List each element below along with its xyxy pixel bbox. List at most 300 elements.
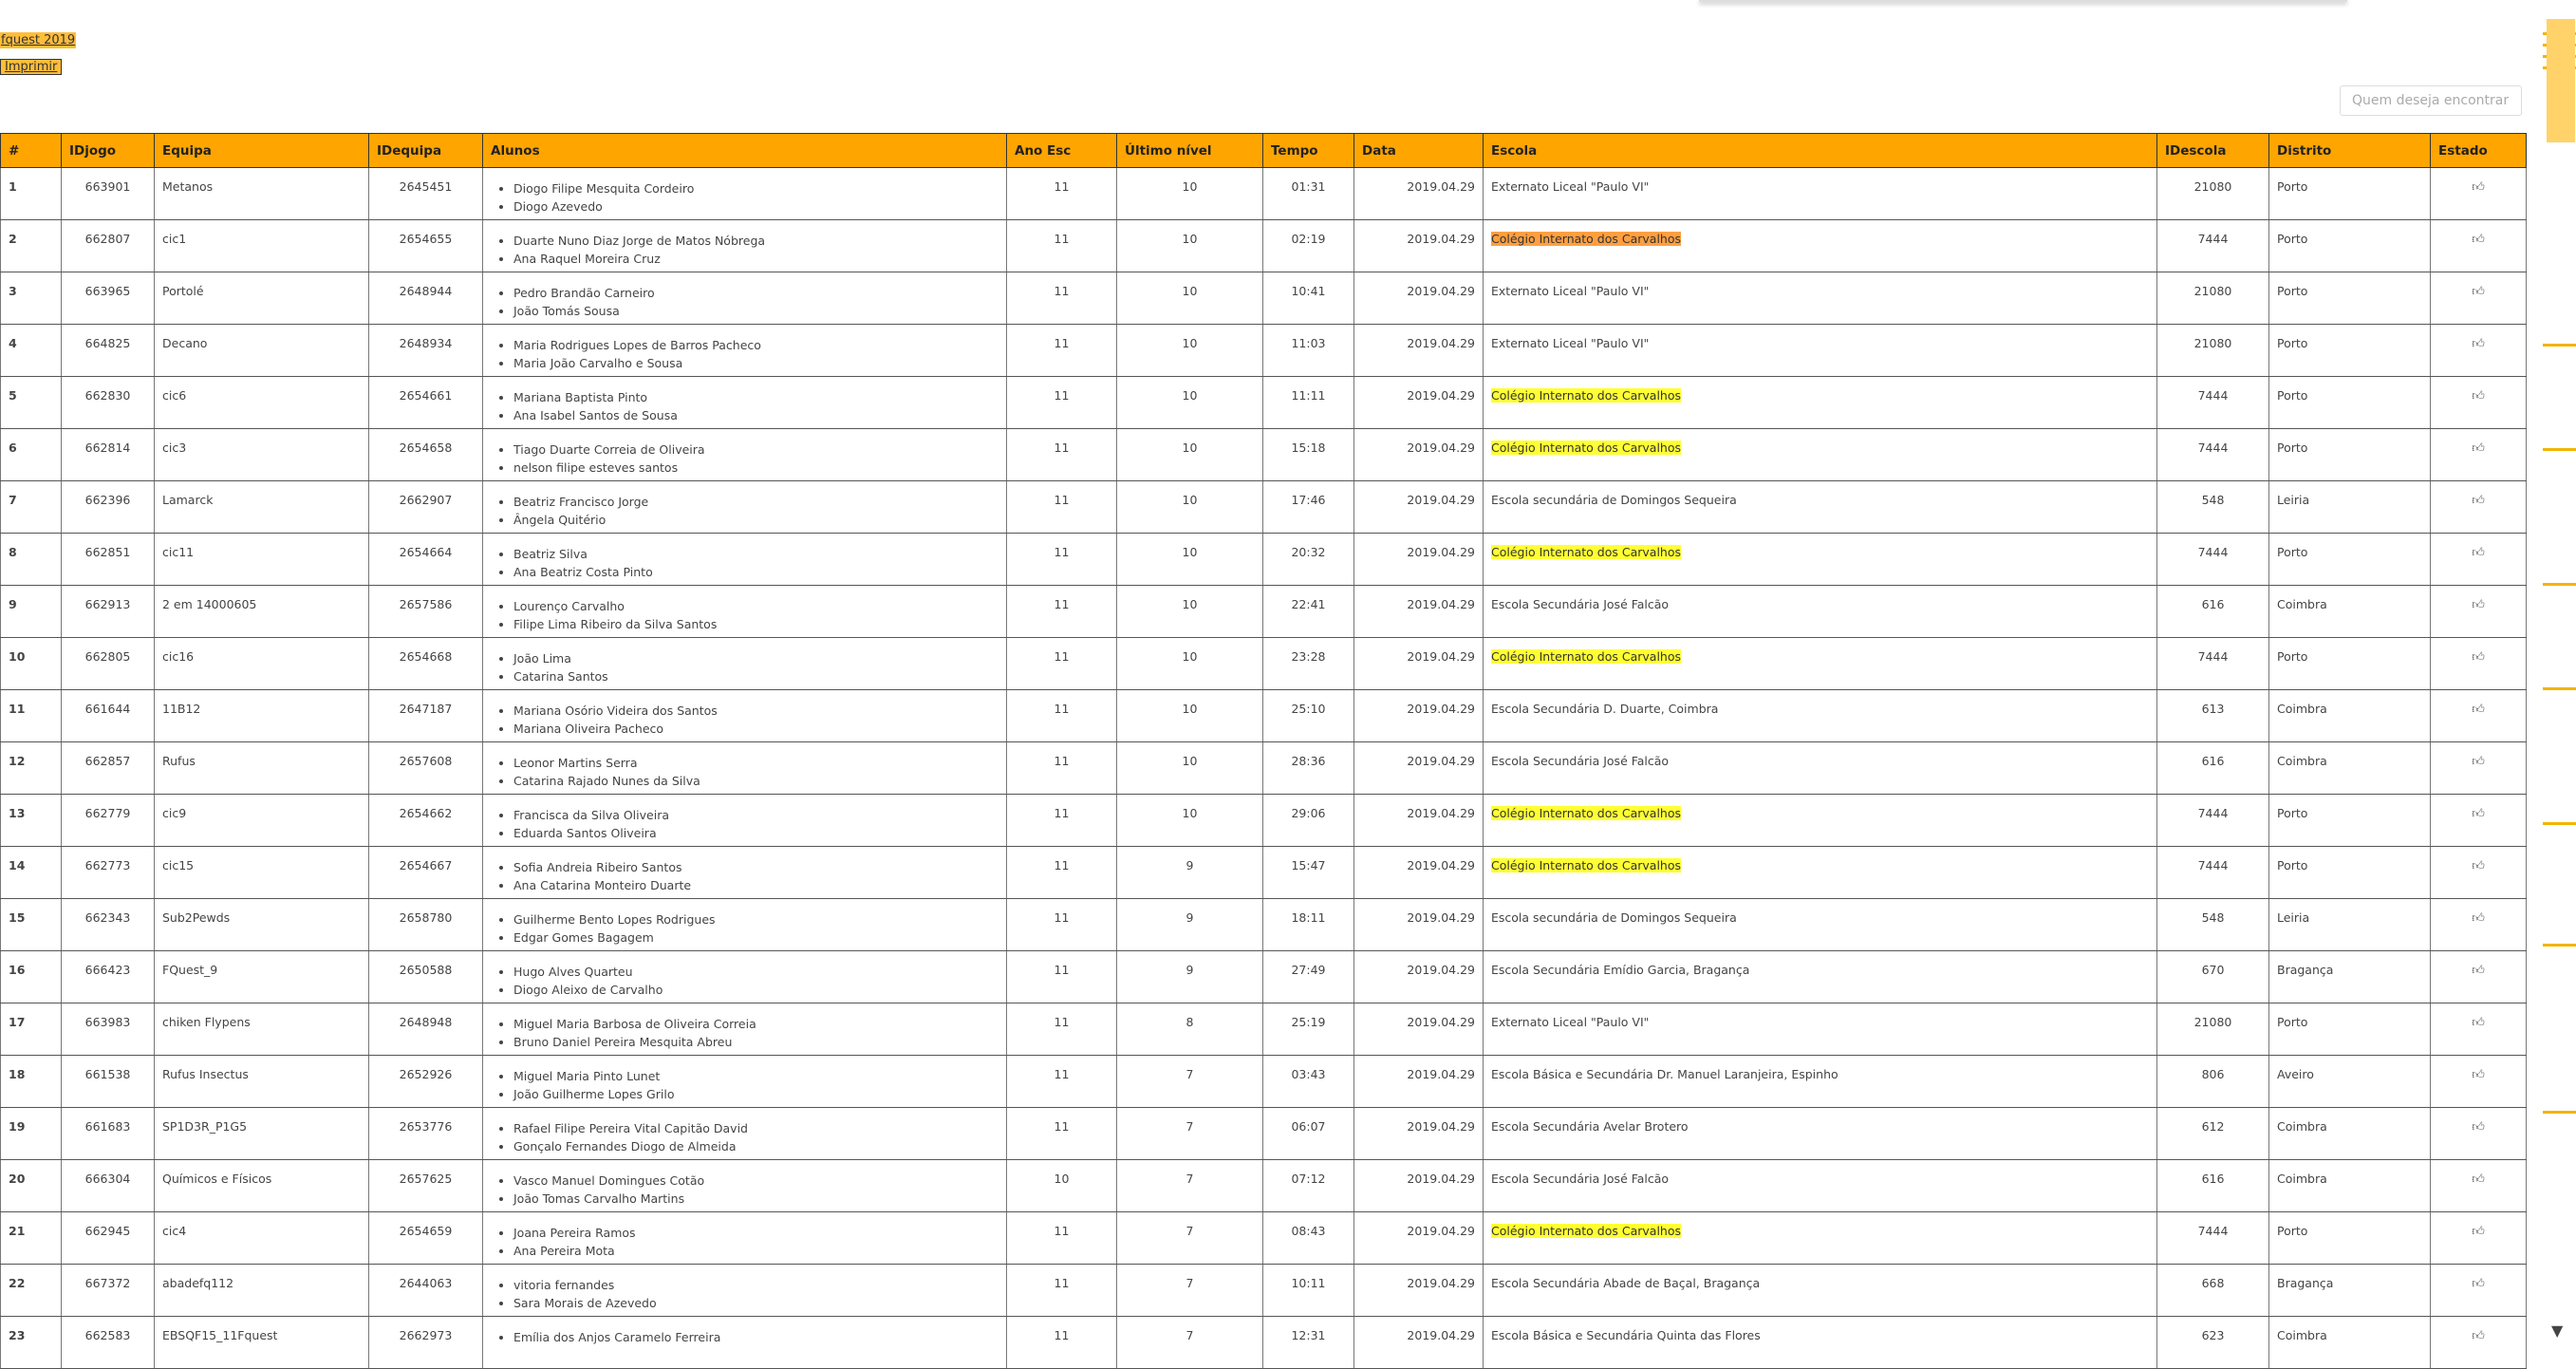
thumbs-up-icon[interactable]: 👍︎ xyxy=(2472,1172,2485,1187)
cell-data: 2019.04.29 xyxy=(1354,638,1484,690)
cell-escola xyxy=(1484,586,2157,638)
cell-idequipa: 2654658 xyxy=(369,429,483,481)
thumbs-up-icon[interactable]: 👍︎ xyxy=(2472,650,2485,665)
cell-idjogo: 662857 xyxy=(62,742,155,795)
cell-rank: 12 xyxy=(1,742,62,795)
cell-ano-esc: 10 xyxy=(1007,1160,1117,1212)
student-name: • Beatriz Francisco Jorge xyxy=(513,493,999,511)
column-header-escola[interactable]: Escola xyxy=(1484,134,2157,168)
cell-data: 2019.04.29 xyxy=(1354,272,1484,325)
cell-ano-esc: 11 xyxy=(1007,586,1117,638)
cell-idescola: 21080 xyxy=(2157,272,2269,325)
column-header-alunos[interactable]: Alunos xyxy=(483,134,1007,168)
table-row xyxy=(1,1056,2527,1108)
scrollbar-thumb[interactable] xyxy=(2547,19,2575,142)
student-name: • Ana Beatriz Costa Pinto xyxy=(513,563,999,581)
cell-ano-esc: 11 xyxy=(1007,1108,1117,1160)
cell-estado xyxy=(2431,1108,2527,1160)
cell-rank: 8 xyxy=(1,534,62,586)
cell-escola xyxy=(1484,481,2157,534)
cell-distrito: Porto xyxy=(2269,1212,2431,1265)
school-name: Escola Básica e Secundária Dr. Manuel Laranjeira, Espinho xyxy=(1491,1067,1839,1081)
cell-tempo: 23:28 xyxy=(1263,638,1354,690)
cell-distrito: Porto xyxy=(2269,534,2431,586)
column-header-idequipa[interactable]: IDequipa xyxy=(369,134,483,168)
cell-alunos xyxy=(483,638,1007,690)
cell-idjogo: 662773 xyxy=(62,847,155,899)
results-table xyxy=(0,133,2527,1369)
cell-rank: 1 xyxy=(1,168,62,220)
cell-idequipa: 2654662 xyxy=(369,795,483,847)
cell-alunos xyxy=(483,481,1007,534)
cell-equipa: cic15 xyxy=(155,847,369,899)
cell-tempo: 10:11 xyxy=(1263,1265,1354,1317)
student-list xyxy=(491,754,999,790)
thumbs-up-icon[interactable]: 👍︎ xyxy=(2472,441,2485,456)
cell-rank: 15 xyxy=(1,899,62,951)
cell-distrito: Coimbra xyxy=(2269,742,2431,795)
cell-data: 2019.04.29 xyxy=(1354,1056,1484,1108)
cell-idequipa: 2647187 xyxy=(369,690,483,742)
cell-ano-esc: 11 xyxy=(1007,795,1117,847)
cell-equipa: Rufus Insectus xyxy=(155,1056,369,1108)
cell-data: 2019.04.29 xyxy=(1354,481,1484,534)
scrollbar-marker xyxy=(2543,822,2576,825)
column-header-tempo[interactable]: Tempo xyxy=(1263,134,1354,168)
cell-data: 2019.04.29 xyxy=(1354,586,1484,638)
student-name: • Joana Pereira Ramos xyxy=(513,1224,999,1242)
scrollbar-marker xyxy=(2543,687,2576,690)
cell-idequipa: 2654661 xyxy=(369,377,483,429)
cell-ultimo-nivel: 10 xyxy=(1117,168,1263,220)
cell-escola xyxy=(1484,220,2157,272)
table-row xyxy=(1,795,2527,847)
cell-tempo: 17:46 xyxy=(1263,481,1354,534)
cell-idequipa: 2657608 xyxy=(369,742,483,795)
thumbs-up-icon[interactable]: 👍︎ xyxy=(2472,703,2485,717)
cell-idequipa: 2654668 xyxy=(369,638,483,690)
table-header-row xyxy=(1,134,2527,168)
student-name: • Miguel Maria Barbosa de Oliveira Correia xyxy=(513,1015,999,1033)
school-name: Colégio Internato dos Carvalhos xyxy=(1491,806,1681,820)
cell-idjogo: 666423 xyxy=(62,951,155,1003)
cell-idjogo: 662779 xyxy=(62,795,155,847)
cell-idescola: 806 xyxy=(2157,1056,2269,1108)
thumbs-up-icon[interactable]: 👍︎ xyxy=(2472,337,2485,351)
cell-idjogo: 662814 xyxy=(62,429,155,481)
fquest-link[interactable]: fquest 2019 xyxy=(1,33,76,47)
cell-alunos xyxy=(483,377,1007,429)
table-row xyxy=(1,1160,2527,1212)
student-list xyxy=(491,179,999,216)
cell-distrito: Coimbra xyxy=(2269,1160,2431,1212)
school-name: Escola Secundária José Falcão xyxy=(1491,754,1670,768)
cell-data: 2019.04.29 xyxy=(1354,168,1484,220)
cell-equipa: Decano xyxy=(155,325,369,377)
thumbs-up-icon[interactable]: 👍︎ xyxy=(2472,285,2485,299)
cell-ano-esc: 11 xyxy=(1007,951,1117,1003)
cell-estado xyxy=(2431,429,2527,481)
thumbs-up-icon[interactable]: 👍︎ xyxy=(2472,1016,2485,1030)
student-name: • Ana Raquel Moreira Cruz xyxy=(513,250,999,268)
cell-escola xyxy=(1484,742,2157,795)
cell-escola xyxy=(1484,1160,2157,1212)
column-header-rank[interactable]: # xyxy=(1,134,62,168)
school-name: Colégio Internato dos Carvalhos xyxy=(1491,1224,1681,1238)
cell-idescola: 616 xyxy=(2157,586,2269,638)
student-name: • Lourenço Carvalho xyxy=(513,597,999,615)
cell-idescola: 668 xyxy=(2157,1265,2269,1317)
table-row xyxy=(1,481,2527,534)
student-name: • vitoria fernandes xyxy=(513,1276,999,1294)
student-name: • Tiago Duarte Correia de Oliveira xyxy=(513,441,999,459)
cell-idjogo: 662396 xyxy=(62,481,155,534)
cell-estado xyxy=(2431,220,2527,272)
cell-escola xyxy=(1484,1056,2157,1108)
school-name: Colégio Internato dos Carvalhos xyxy=(1491,388,1681,403)
cell-equipa: EBSQF15_11Fquest xyxy=(155,1317,369,1369)
cell-rank: 9 xyxy=(1,586,62,638)
cell-equipa: chiken Flypens xyxy=(155,1003,369,1056)
table-row xyxy=(1,638,2527,690)
cell-data: 2019.04.29 xyxy=(1354,429,1484,481)
student-name: • João Lima xyxy=(513,649,999,667)
cell-idescola: 548 xyxy=(2157,899,2269,951)
thumbs-up-icon[interactable]: 👍︎ xyxy=(2472,1225,2485,1239)
cell-data: 2019.04.29 xyxy=(1354,1212,1484,1265)
cell-estado xyxy=(2431,1160,2527,1212)
cell-idequipa: 2648948 xyxy=(369,1003,483,1056)
scrollbar-marker xyxy=(2543,448,2576,451)
cell-ano-esc: 11 xyxy=(1007,742,1117,795)
cell-idescola: 548 xyxy=(2157,481,2269,534)
cell-equipa: SP1D3R_P1G5 xyxy=(155,1108,369,1160)
cell-idequipa: 2644063 xyxy=(369,1265,483,1317)
student-list xyxy=(491,493,999,529)
thumbs-up-icon[interactable]: 👍︎ xyxy=(2472,180,2485,195)
thumbs-up-icon[interactable]: 👍︎ xyxy=(2472,911,2485,926)
cell-tempo: 07:12 xyxy=(1263,1160,1354,1212)
cell-equipa: cic16 xyxy=(155,638,369,690)
school-name: Escola Secundária Avelar Brotero xyxy=(1491,1119,1689,1134)
cell-distrito: Porto xyxy=(2269,325,2431,377)
cell-idjogo: 662945 xyxy=(62,1212,155,1265)
column-header-data[interactable]: Data xyxy=(1354,134,1484,168)
cell-escola xyxy=(1484,1265,2157,1317)
cell-data: 2019.04.29 xyxy=(1354,534,1484,586)
cell-escola xyxy=(1484,899,2157,951)
student-name: • João Tomas Carvalho Martins xyxy=(513,1190,999,1208)
cell-equipa: Químicos e Físicos xyxy=(155,1160,369,1212)
thumbs-up-icon[interactable]: 👍︎ xyxy=(2472,598,2485,612)
cell-idjogo: 663901 xyxy=(62,168,155,220)
table-row xyxy=(1,1265,2527,1317)
cell-equipa: Portolé xyxy=(155,272,369,325)
cell-idequipa: 2652926 xyxy=(369,1056,483,1108)
student-name: • Eduarda Santos Oliveira xyxy=(513,824,999,842)
cell-equipa: cic11 xyxy=(155,534,369,586)
cell-idescola: 616 xyxy=(2157,742,2269,795)
cell-alunos xyxy=(483,534,1007,586)
school-name: Externato Liceal "Paulo VI" xyxy=(1491,336,1650,350)
school-name: Escola secundária de Domingos Sequeira xyxy=(1491,493,1737,507)
cell-tempo: 25:19 xyxy=(1263,1003,1354,1056)
cell-ano-esc: 11 xyxy=(1007,1212,1117,1265)
school-name: Colégio Internato dos Carvalhos xyxy=(1491,545,1681,559)
cell-ano-esc: 11 xyxy=(1007,481,1117,534)
student-name: • Vasco Manuel Domingues Cotão xyxy=(513,1172,999,1190)
school-name: Colégio Internato dos Carvalhos xyxy=(1491,441,1681,455)
cell-data: 2019.04.29 xyxy=(1354,325,1484,377)
cell-data: 2019.04.29 xyxy=(1354,1317,1484,1369)
cell-escola xyxy=(1484,1212,2157,1265)
column-header-idescola[interactable]: IDescola xyxy=(2157,134,2269,168)
cell-idescola: 616 xyxy=(2157,1160,2269,1212)
print-button[interactable]: Imprimir xyxy=(0,59,62,75)
cell-distrito: Porto xyxy=(2269,168,2431,220)
cell-data: 2019.04.29 xyxy=(1354,951,1484,1003)
table-row xyxy=(1,220,2527,272)
cell-distrito: Porto xyxy=(2269,1003,2431,1056)
cell-alunos xyxy=(483,1160,1007,1212)
cell-tempo: 01:31 xyxy=(1263,168,1354,220)
column-header-idjogo[interactable]: IDjogo xyxy=(62,134,155,168)
student-name: • Mariana Oliveira Pacheco xyxy=(513,720,999,738)
table-row xyxy=(1,951,2527,1003)
student-name: • Emília dos Anjos Caramelo Ferreira xyxy=(513,1328,999,1346)
cell-equipa: cic1 xyxy=(155,220,369,272)
vertical-scrollbar[interactable] xyxy=(2543,0,2576,1348)
cell-equipa: Sub2Pewds xyxy=(155,899,369,951)
table-row xyxy=(1,325,2527,377)
cell-alunos xyxy=(483,272,1007,325)
cell-rank: 2 xyxy=(1,220,62,272)
cell-tempo: 15:18 xyxy=(1263,429,1354,481)
cell-idjogo: 661683 xyxy=(62,1108,155,1160)
column-header-estado[interactable]: Estado xyxy=(2431,134,2527,168)
cell-estado xyxy=(2431,272,2527,325)
student-list xyxy=(491,806,999,842)
cell-ano-esc: 11 xyxy=(1007,534,1117,586)
cell-tempo: 25:10 xyxy=(1263,690,1354,742)
cell-ano-esc: 11 xyxy=(1007,325,1117,377)
thumbs-up-icon[interactable]: 👍︎ xyxy=(2472,755,2485,769)
cell-tempo: 11:03 xyxy=(1263,325,1354,377)
student-name: • Diogo Azevedo xyxy=(513,197,999,216)
school-name: Colégio Internato dos Carvalhos xyxy=(1491,649,1681,664)
student-list xyxy=(491,858,999,894)
column-header-equipa[interactable]: Equipa xyxy=(155,134,369,168)
cell-ano-esc: 11 xyxy=(1007,377,1117,429)
cell-estado xyxy=(2431,534,2527,586)
student-name: • João Tomás Sousa xyxy=(513,302,999,320)
cell-ultimo-nivel: 10 xyxy=(1117,742,1263,795)
student-name: • Ângela Quitério xyxy=(513,511,999,529)
cell-idescola: 613 xyxy=(2157,690,2269,742)
cell-idescola: 7444 xyxy=(2157,534,2269,586)
cell-alunos xyxy=(483,220,1007,272)
cell-ultimo-nivel: 10 xyxy=(1117,534,1263,586)
cell-idjogo: 662913 xyxy=(62,586,155,638)
cell-idjogo: 662830 xyxy=(62,377,155,429)
cell-tempo: 06:07 xyxy=(1263,1108,1354,1160)
thumbs-up-icon[interactable]: 👍︎ xyxy=(2472,233,2485,247)
cell-alunos xyxy=(483,847,1007,899)
cell-escola xyxy=(1484,795,2157,847)
cell-equipa: cic3 xyxy=(155,429,369,481)
cell-tempo: 03:43 xyxy=(1263,1056,1354,1108)
column-header-ultimo-nivel[interactable]: Último nível xyxy=(1117,134,1263,168)
thumbs-up-icon[interactable]: 👍︎ xyxy=(2472,807,2485,821)
thumbs-up-icon[interactable]: 👍︎ xyxy=(2472,1120,2485,1135)
cell-rank: 6 xyxy=(1,429,62,481)
student-list xyxy=(491,232,999,268)
student-name: • Duarte Nuno Diaz Jorge de Matos Nóbrega xyxy=(513,232,999,250)
cell-idjogo: 663965 xyxy=(62,272,155,325)
cell-distrito: Porto xyxy=(2269,220,2431,272)
cell-estado xyxy=(2431,795,2527,847)
dropdown-panel-edge xyxy=(1699,0,2347,2)
cell-distrito: Porto xyxy=(2269,638,2431,690)
cell-ultimo-nivel: 10 xyxy=(1117,795,1263,847)
cell-estado xyxy=(2431,377,2527,429)
cell-tempo: 18:11 xyxy=(1263,899,1354,951)
cell-ultimo-nivel: 7 xyxy=(1117,1265,1263,1317)
thumbs-up-icon[interactable]: 👍︎ xyxy=(2472,1277,2485,1291)
table-row xyxy=(1,272,2527,325)
cell-alunos xyxy=(483,1108,1007,1160)
student-list xyxy=(491,1119,999,1155)
cell-distrito: Bragança xyxy=(2269,1265,2431,1317)
cell-rank: 23 xyxy=(1,1317,62,1369)
cell-rank: 16 xyxy=(1,951,62,1003)
cell-rank: 11 xyxy=(1,690,62,742)
thumbs-up-icon[interactable]: 👍︎ xyxy=(2472,494,2485,508)
cell-tempo: 29:06 xyxy=(1263,795,1354,847)
student-name: • Ana Catarina Monteiro Duarte xyxy=(513,876,999,894)
cell-idescola: 21080 xyxy=(2157,325,2269,377)
scrollbar-marker xyxy=(2543,344,2576,347)
cell-idescola: 21080 xyxy=(2157,1003,2269,1056)
cell-alunos xyxy=(483,1317,1007,1369)
cell-idequipa: 2662907 xyxy=(369,481,483,534)
table-row xyxy=(1,847,2527,899)
cell-alunos xyxy=(483,429,1007,481)
cell-idequipa: 2654667 xyxy=(369,847,483,899)
student-name: • nelson filipe esteves santos xyxy=(513,459,999,477)
cell-ultimo-nivel: 10 xyxy=(1117,429,1263,481)
cell-alunos xyxy=(483,795,1007,847)
table-row xyxy=(1,899,2527,951)
student-name: • Maria Rodrigues Lopes de Barros Pacheco xyxy=(513,336,999,354)
student-name: • Mariana Baptista Pinto xyxy=(513,388,999,406)
cell-data: 2019.04.29 xyxy=(1354,847,1484,899)
table-row xyxy=(1,1108,2527,1160)
cell-rank: 19 xyxy=(1,1108,62,1160)
cell-rank: 7 xyxy=(1,481,62,534)
cell-idequipa: 2648934 xyxy=(369,325,483,377)
thumbs-up-icon[interactable]: 👍︎ xyxy=(2472,1068,2485,1082)
cell-distrito: Leiria xyxy=(2269,481,2431,534)
cell-data: 2019.04.29 xyxy=(1354,377,1484,429)
cell-tempo: 28:36 xyxy=(1263,742,1354,795)
cell-escola xyxy=(1484,1317,2157,1369)
cell-distrito: Porto xyxy=(2269,377,2431,429)
cell-distrito: Leiria xyxy=(2269,899,2431,951)
student-name: • Ana Pereira Mota xyxy=(513,1242,999,1260)
cell-ultimo-nivel: 10 xyxy=(1117,481,1263,534)
cell-rank: 14 xyxy=(1,847,62,899)
student-list xyxy=(491,1015,999,1051)
student-name: • Mariana Osório Videira dos Santos xyxy=(513,702,999,720)
cell-estado xyxy=(2431,899,2527,951)
student-list xyxy=(491,284,999,320)
cell-ano-esc: 11 xyxy=(1007,429,1117,481)
student-name: • Catarina Rajado Nunes da Silva xyxy=(513,772,999,790)
cell-equipa: cic9 xyxy=(155,795,369,847)
cell-estado xyxy=(2431,586,2527,638)
cell-ultimo-nivel: 10 xyxy=(1117,638,1263,690)
school-name: Escola Secundária José Falcão xyxy=(1491,1172,1670,1186)
cell-idequipa: 2658780 xyxy=(369,899,483,951)
cell-estado xyxy=(2431,1003,2527,1056)
cell-estado xyxy=(2431,951,2527,1003)
cell-distrito: Aveiro xyxy=(2269,1056,2431,1108)
cell-idescola: 7444 xyxy=(2157,220,2269,272)
cell-data: 2019.04.29 xyxy=(1354,742,1484,795)
cell-distrito: Porto xyxy=(2269,272,2431,325)
search-input[interactable] xyxy=(2340,85,2522,116)
thumbs-up-icon[interactable]: 👍︎ xyxy=(2472,1329,2485,1343)
student-list xyxy=(491,649,999,685)
cell-equipa: 2 em 14000605 xyxy=(155,586,369,638)
student-name: • Miguel Maria Pinto Lunet xyxy=(513,1067,999,1085)
cell-alunos xyxy=(483,168,1007,220)
cell-escola xyxy=(1484,1003,2157,1056)
cell-escola xyxy=(1484,847,2157,899)
cell-equipa: Lamarck xyxy=(155,481,369,534)
cell-ultimo-nivel: 7 xyxy=(1117,1056,1263,1108)
cell-ultimo-nivel: 7 xyxy=(1117,1317,1263,1369)
cell-tempo: 12:31 xyxy=(1263,1317,1354,1369)
thumbs-up-icon[interactable]: 👍︎ xyxy=(2472,859,2485,873)
cell-idequipa: 2657625 xyxy=(369,1160,483,1212)
student-name: • Beatriz Silva xyxy=(513,545,999,563)
thumbs-up-icon[interactable]: 👍︎ xyxy=(2472,964,2485,978)
cell-distrito: Coimbra xyxy=(2269,690,2431,742)
column-header-ano-esc[interactable]: Ano Esc xyxy=(1007,134,1117,168)
table-row xyxy=(1,742,2527,795)
cell-equipa: Metanos xyxy=(155,168,369,220)
student-name: • Bruno Daniel Pereira Mesquita Abreu xyxy=(513,1033,999,1051)
cell-idescola: 7444 xyxy=(2157,377,2269,429)
cell-escola xyxy=(1484,168,2157,220)
thumbs-up-icon[interactable]: 👍︎ xyxy=(2472,389,2485,403)
cell-idjogo: 664825 xyxy=(62,325,155,377)
column-header-distrito[interactable]: Distrito xyxy=(2269,134,2431,168)
cell-idescola: 21080 xyxy=(2157,168,2269,220)
scroll-down-arrow-icon[interactable]: ▼ xyxy=(2551,1322,2564,1340)
cell-estado xyxy=(2431,1317,2527,1369)
school-name: Escola Secundária Emídio Garcia, Bragança xyxy=(1491,963,1750,977)
student-name: • Ana Isabel Santos de Sousa xyxy=(513,406,999,424)
cell-idjogo: 663983 xyxy=(62,1003,155,1056)
student-name: • Sara Morais de Azevedo xyxy=(513,1294,999,1312)
student-list xyxy=(491,963,999,999)
thumbs-up-icon[interactable]: 👍︎ xyxy=(2472,546,2485,560)
cell-distrito: Coimbra xyxy=(2269,1108,2431,1160)
student-name: • Francisca da Silva Oliveira xyxy=(513,806,999,824)
